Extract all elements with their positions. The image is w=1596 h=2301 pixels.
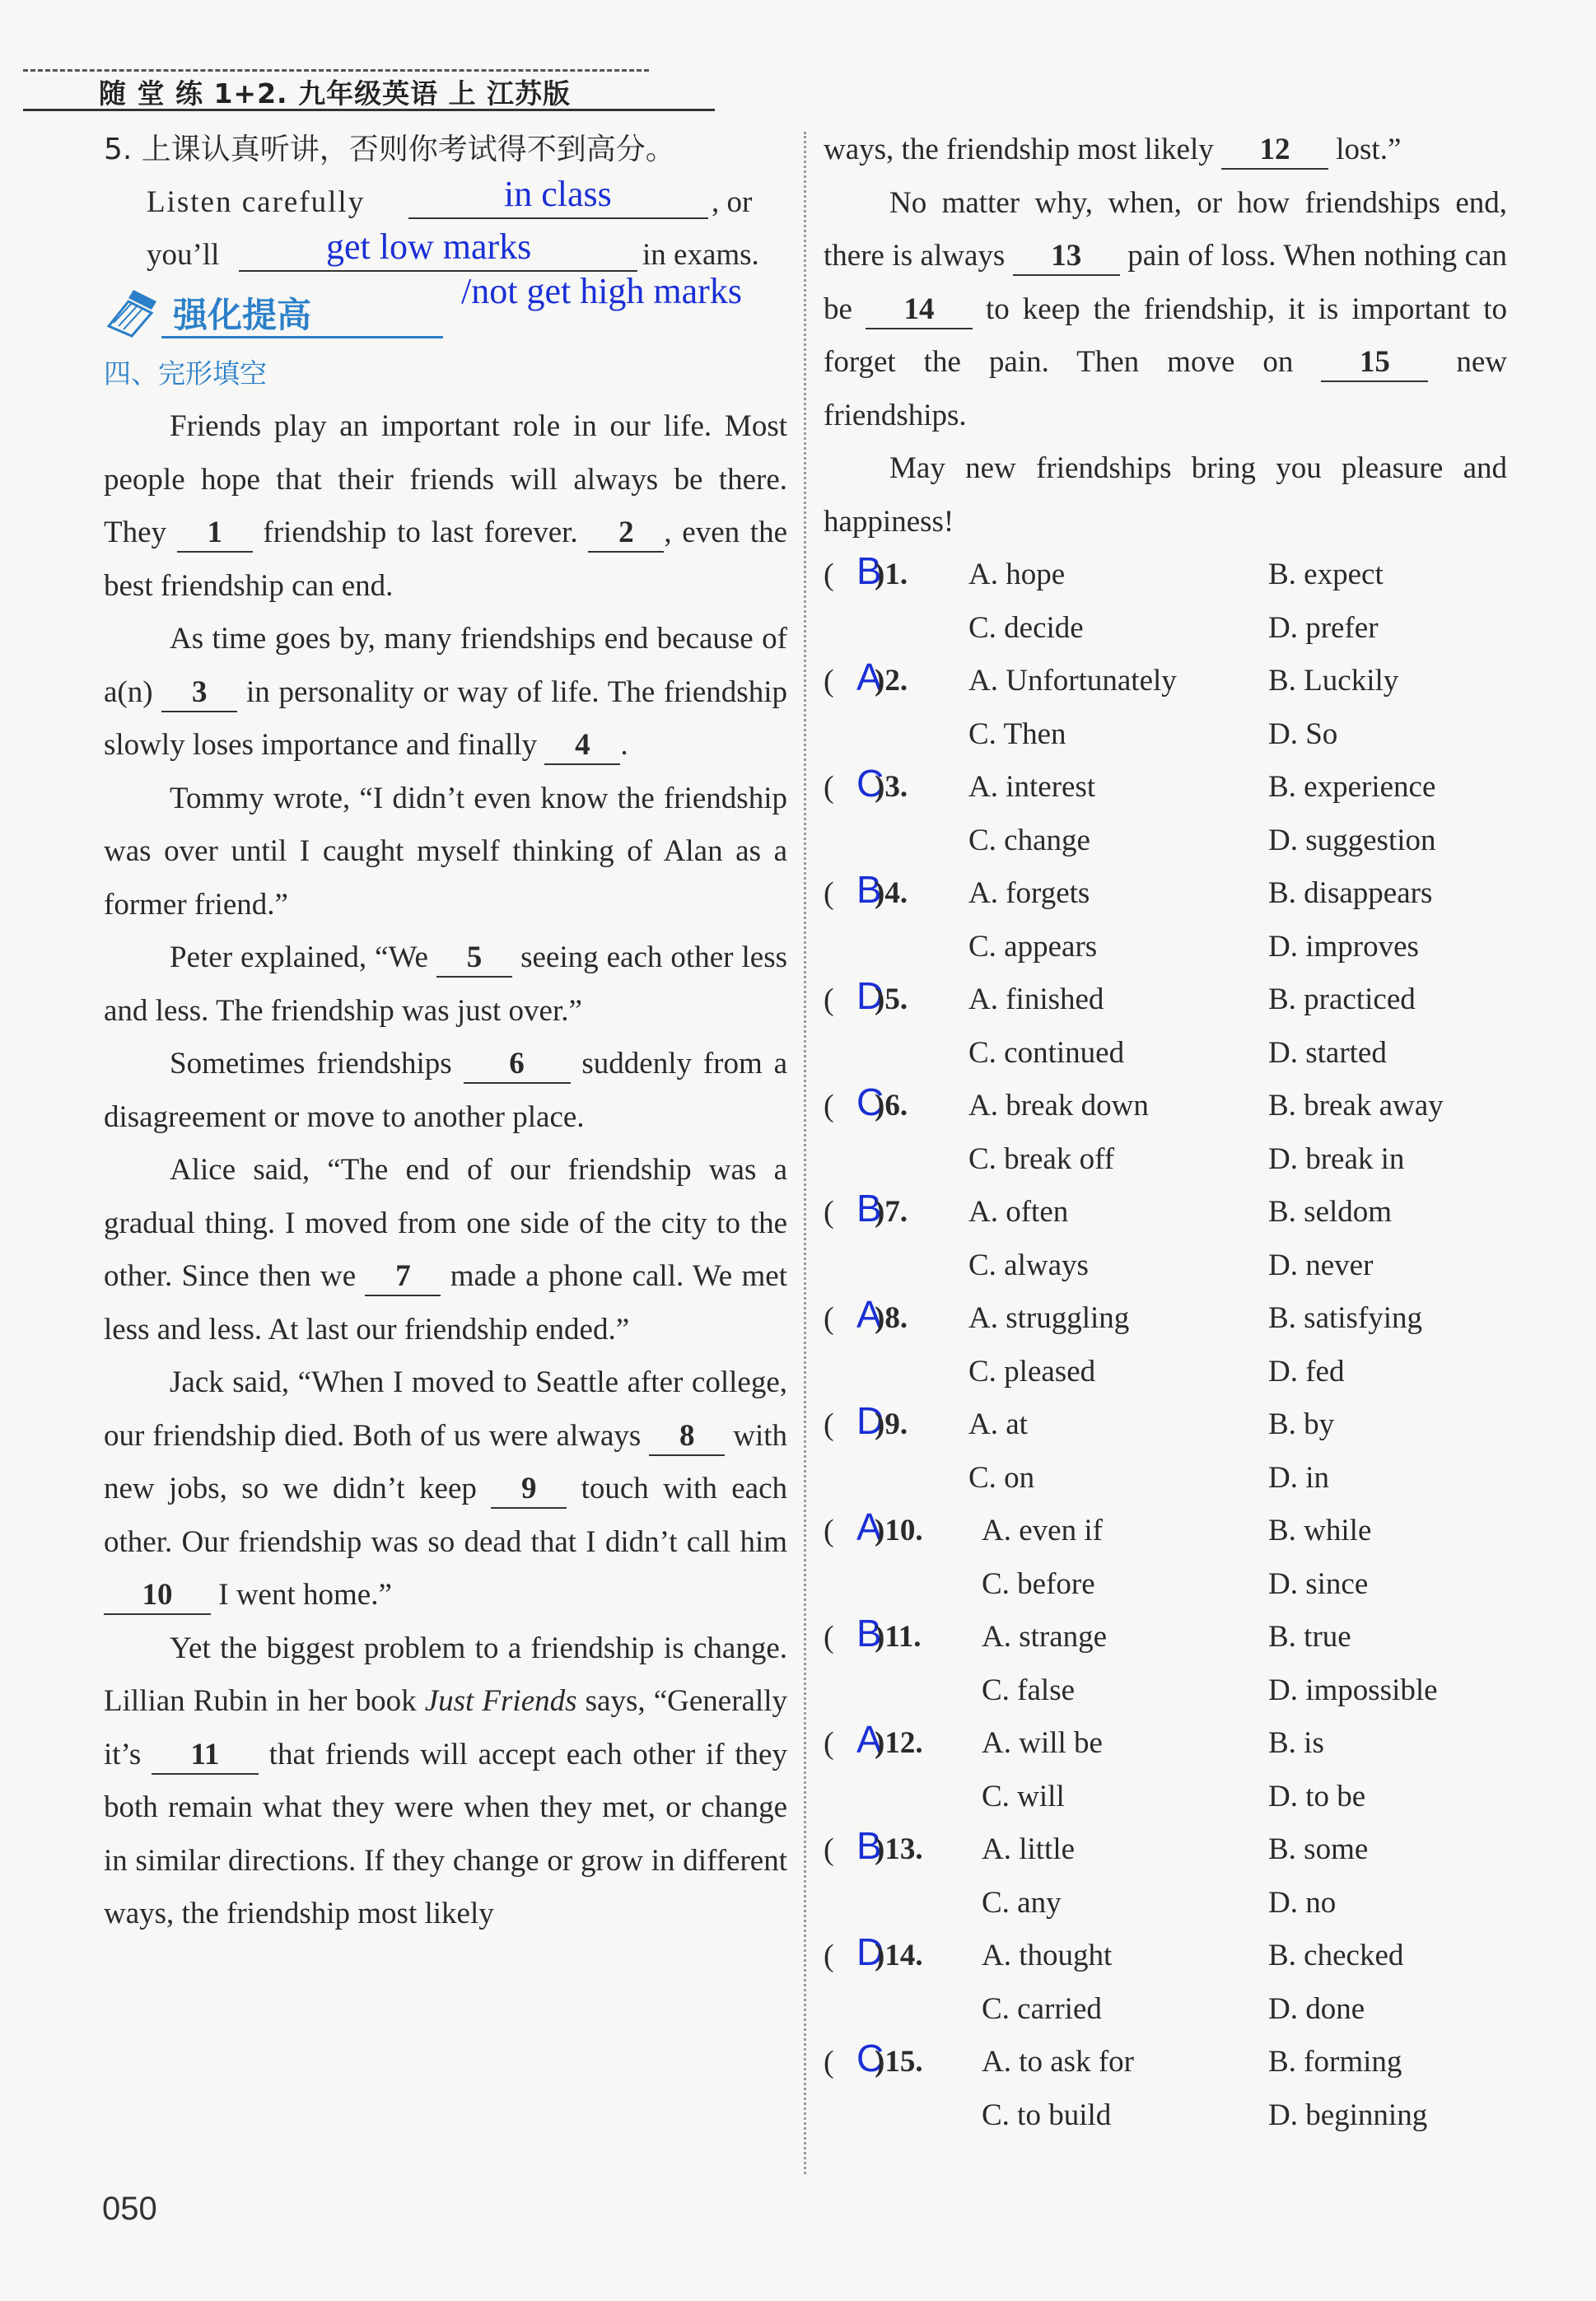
right-column [824,124,1507,2142]
option-d: D. started [1268,1035,1387,1070]
option-d: D. So [1268,716,1338,751]
chosen-answer: D [856,974,884,1017]
paren-open: ( [824,664,834,698]
option-c: C. carried [982,1991,1102,2026]
option-b: B. satisfying [1268,1301,1423,1335]
header-title: 随 堂 练 1+2. 九年级英语 上 江苏版 [99,77,572,110]
paren-open: ( [824,876,834,911]
option-row-8-cd [824,1346,1507,1399]
blank-14: 14 [866,292,973,329]
passage-paragraph-6: Alice said, “The end of our friendship was a gradual thing. I moved from one side of the city to the other. Since then we 7 made a phone call. We met less and less. At last our friendship ended.” [104,1153,787,1347]
blank-3: 3 [161,674,237,712]
paren-open: ( [824,2045,834,2079]
option-c: C. on [968,1460,1035,1495]
passage-paragraph-9: No matter why, when, or how friendships end, there is always 13 pain of loss. When nothing can be 14 to keep the friendship, it is important to forget the pain. Then move on 15 new friendships. [824,185,1507,432]
option-row-15-cd [824,2089,1507,2143]
paren-open: ( [824,1195,834,1230]
question-number: )3. [875,770,908,804]
option-row-1-cd [824,602,1507,656]
option-c: C. Then [968,716,1066,751]
q5-answer-1: in class [504,174,612,214]
option-row-5-cd [824,1027,1507,1080]
option-d: D. never [1268,1248,1374,1282]
option-row-10-ab [824,1505,1507,1558]
question-number: )5. [875,982,908,1016]
blank-8: 8 [649,1418,725,1456]
chosen-answer: A [856,1505,882,1548]
option-a: A. break down [968,1089,1149,1122]
option-row-9-cd [824,1452,1507,1505]
question-number: )14. [875,1939,923,1972]
option-a: A. forgets [968,876,1090,910]
option-b: B. some [1268,1832,1369,1866]
option-a: A. even if [982,1514,1103,1547]
option-c: C. always [968,1248,1089,1282]
chosen-answer: D [856,1399,884,1442]
blank-4: 4 [544,727,620,765]
paren-open: ( [824,1832,834,1867]
paren-open: ( [824,1939,834,1973]
pen-book-icon [104,285,161,338]
option-a: A. Unfortunately [968,664,1177,698]
option-row-13-cd [824,1877,1507,1930]
q5-answer-3: /not get high marks [461,271,742,311]
passage-paragraph-7: Jack said, “When I moved to Seattle after college, our friendship died. Both of us were always 8 with new jobs, so we didn’t keep 9 touch with each other. Our friendship was so dead that I didn’t call him 10 I went home.” [104,1356,787,1622]
option-row-5-ab [824,973,1507,1027]
question-number: )8. [875,1301,908,1335]
option-row-15-ab [824,2036,1507,2089]
chosen-answer: B [856,1612,882,1655]
option-row-6-ab [824,1080,1507,1133]
option-row-3-cd [824,814,1507,868]
question-number: )15. [875,2045,923,2079]
option-c: C. will [982,1779,1065,1813]
option-b: B. seldom [1268,1195,1393,1229]
option-row-12-cd [824,1771,1507,1824]
option-a: A. thought [982,1939,1113,1972]
chosen-answer: A [856,1718,882,1761]
blank-11: 11 [152,1737,259,1775]
option-b: B. experience [1268,770,1436,804]
blank-10: 10 [104,1577,211,1615]
option-b: B. expect [1268,558,1384,591]
q5-line2-end: in exams. [642,238,759,272]
paren-open: ( [824,1089,834,1123]
question-number: )4. [875,876,908,910]
q5-line1-end: , or [712,185,753,219]
question-number: )13. [875,1832,923,1866]
chosen-answer: D [856,1930,884,1973]
option-c: C. false [982,1673,1076,1707]
option-c: C. to build [982,2098,1112,2132]
header-dashed-rule [23,69,649,72]
q5-line1-text: Listen carefully [147,185,366,219]
option-d: D. impossible [1268,1673,1438,1707]
option-d: D. improves [1268,929,1419,964]
option-d: D. done [1268,1991,1365,2026]
passage-paragraph-4: Peter explained, “We 5 seeing each other less and less. The friendship was just over.” [104,940,787,1028]
option-b: B. break away [1268,1089,1444,1122]
option-a: A. little [982,1832,1076,1866]
option-d: D. prefer [1268,610,1379,645]
chosen-answer: A [856,656,882,698]
option-c: C. change [968,823,1090,857]
option-row-10-cd [824,1558,1507,1612]
option-b: B. disappears [1268,876,1433,910]
paren-open: ( [824,1301,834,1336]
option-d: D. no [1268,1885,1337,1920]
cloze-subtitle: 四、完形填空 [104,357,267,390]
option-b: B. is [1268,1726,1324,1760]
option-row-7-ab [824,1186,1507,1239]
blank-9: 9 [491,1471,567,1509]
option-row-13-ab [824,1823,1507,1877]
option-row-8-ab [824,1292,1507,1346]
option-a: A. hope [968,558,1066,591]
option-b: B. Luckily [1268,664,1399,698]
option-b: B. true [1268,1620,1351,1654]
question-number: )9. [875,1407,908,1441]
passage-paragraph-5: Sometimes friendships 6 suddenly from a disagreement or move to another place. [104,1047,787,1134]
option-row-4-ab [824,867,1507,921]
q5-line2-text: you’ll [147,238,220,272]
passage-paragraph-1: Friends play an important role in our life. Most people hope that their friends will always be there. They 1 friendship to last forever. 2 , even the best friendship can end. [104,409,788,603]
option-c: C. before [982,1566,1095,1601]
blank-7: 7 [365,1258,441,1296]
option-row-14-cd [824,1983,1507,2037]
option-a: A. finished [968,982,1104,1016]
question-number: )2. [875,664,908,698]
column-divider [804,132,806,2174]
section-underline [161,336,443,338]
q5-answer-2: get low marks [326,226,532,267]
paren-open: ( [824,1726,834,1761]
option-row-2-ab [824,655,1507,708]
blank-2: 2 [588,515,664,553]
blank-15: 15 [1321,344,1428,382]
option-row-6-cd [824,1133,1507,1187]
passage-paragraph-8-cont: ways, the friendship most likely 12 lost.” [824,124,1507,177]
option-a: A. often [968,1195,1069,1229]
q5-chinese-prompt: 5. 上课认真听讲，否则你考试得不到高分。 [104,133,675,166]
paren-open: ( [824,1620,834,1655]
option-c: C. break off [968,1141,1115,1176]
chosen-answer: A [856,1293,882,1336]
header-rule [23,109,715,111]
option-c: C. any [982,1885,1062,1920]
question-number: )7. [875,1195,908,1229]
option-row-11-cd [824,1664,1507,1718]
chosen-answer: B [856,868,882,911]
blank-5: 5 [436,940,512,978]
option-d: D. in [1268,1460,1329,1495]
paren-open: ( [824,982,834,1017]
question-number: )12. [875,1726,923,1760]
blank-13: 13 [1013,238,1120,276]
option-b: B. forming [1268,2045,1402,2079]
chosen-answer: B [856,549,882,592]
option-row-3-ab [824,761,1507,814]
book-title: Just Friends [424,1684,577,1718]
option-a: A. strange [982,1620,1108,1654]
chosen-answer: C [856,762,884,805]
option-c: C. pleased [968,1354,1096,1389]
option-b: B. while [1268,1514,1372,1547]
question-number: )1. [875,558,908,591]
option-d: D. beginning [1268,2098,1428,2132]
chosen-answer: B [856,1824,882,1867]
option-a: A. to ask for [982,2045,1134,2079]
option-d: D. break in [1268,1141,1405,1176]
option-d: D. suggestion [1268,823,1436,857]
passage-paragraph-2: As time goes by, many friendships end because of a(n) 3 in personality or way of life. The friendship slowly loses importance and finally 4 . [104,613,787,772]
option-b: B. practiced [1268,982,1416,1016]
chosen-answer: B [856,1187,882,1230]
option-row-9-ab [824,1398,1507,1452]
option-c: C. continued [968,1035,1125,1070]
option-row-11-ab [824,1611,1507,1664]
option-a: A. will be [982,1726,1103,1760]
option-b: B. checked [1268,1939,1404,1972]
chosen-answer: C [856,2037,884,2079]
option-a: A. interest [968,770,1096,804]
chosen-answer: C [856,1080,884,1123]
section-heading [104,271,787,348]
section-title: 强化提高 [173,295,312,335]
question-number: )10. [875,1514,923,1547]
option-d: D. to be [1268,1779,1366,1813]
option-row-14-ab [824,1930,1507,1983]
option-row-4-cd [824,921,1507,974]
page-number: 050 [102,2191,157,2227]
left-column [104,124,787,1941]
question-number: )11. [875,1620,922,1654]
question-number: )6. [875,1089,908,1122]
blank-1: 1 [177,515,253,553]
passage-paragraph-8: Yet the biggest problem to a friendship is change. Lillian Rubin in her book Just Friends says, “Generally it’s 11 that friends will accept each other if they both remain what they were when they met, or change in similar directions. If they change or grow in different ways, the friendship most likely [104,1631,788,1930]
passage-paragraph-3: Tommy wrote, “I didn’t even know the friendship was over until I caught myself thinking of Alan as a former friend.” [104,781,787,922]
option-row-7-cd [824,1239,1507,1293]
paren-open: ( [824,1407,834,1442]
passage-paragraph-10: May new friendships bring you pleasure and happiness! [824,451,1507,539]
option-d: D. since [1268,1566,1369,1601]
option-row-12-ab [824,1717,1507,1771]
option-row-2-cd [824,708,1507,762]
blank-6: 6 [464,1046,571,1084]
option-a: A. at [968,1407,1028,1441]
option-row-1-ab [824,548,1507,602]
paren-open: ( [824,770,834,805]
option-d: D. fed [1268,1354,1345,1389]
blank-12: 12 [1221,132,1328,170]
option-c: C. appears [968,929,1098,964]
option-c: C. decide [968,610,1084,645]
paren-open: ( [824,1514,834,1548]
option-a: A. struggling [968,1301,1130,1335]
answer-options [824,548,1507,2142]
option-b: B. by [1268,1407,1335,1441]
paren-open: ( [824,558,834,592]
